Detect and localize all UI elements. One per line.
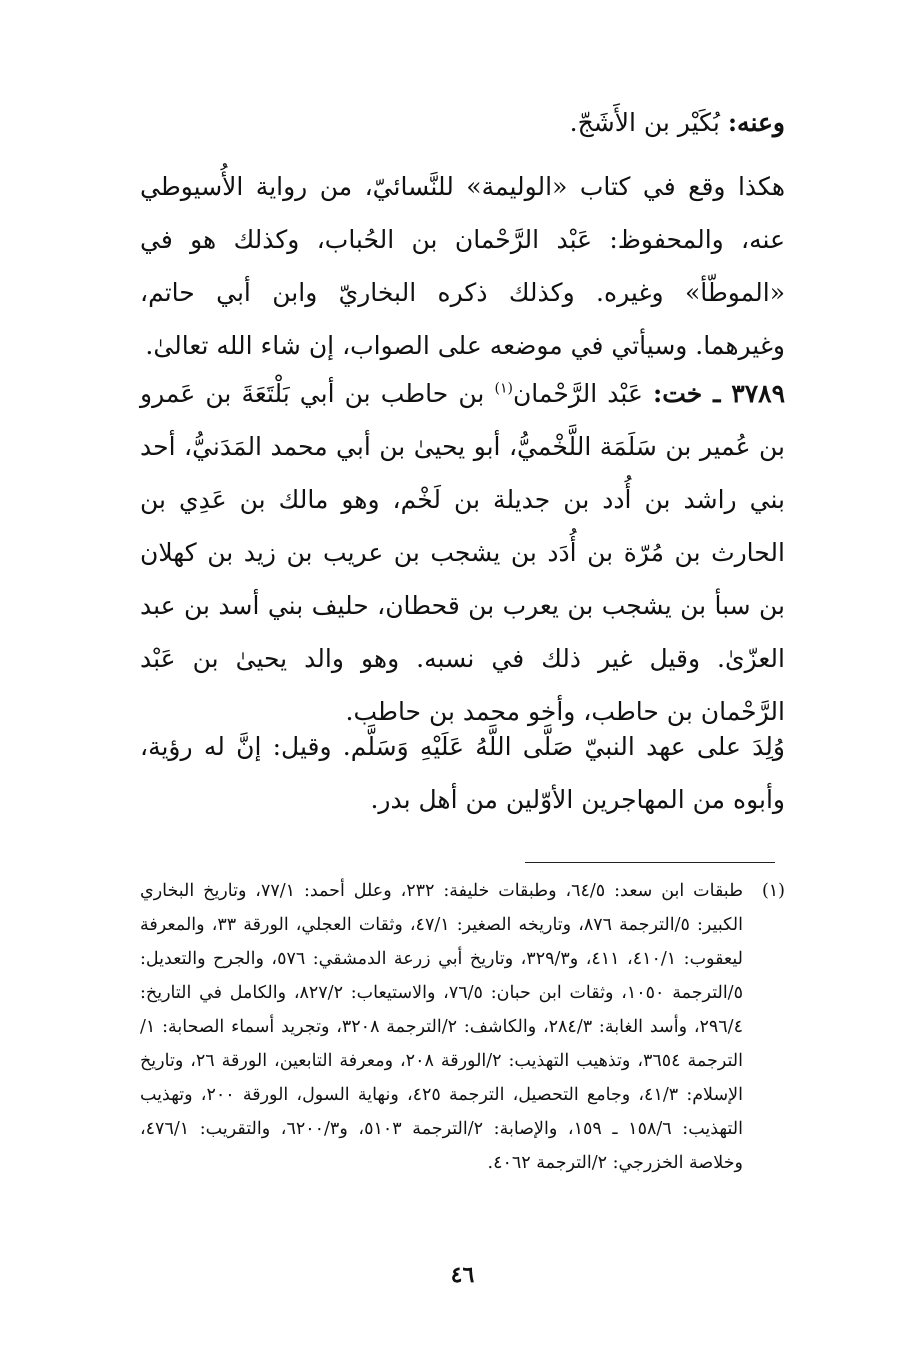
- page-body: [140, 0, 785, 1363]
- paragraph-birth-note: [140, 720, 785, 826]
- paragraph-biography-entry: [140, 367, 785, 738]
- paragraph-text: وُلِدَ على عهد النبيّ صَلَّى اللَّهُ عَلَيْهِ وَسَلَّم. وقيل: إنَّ له رؤية، وأبوه من المهاجرين الأوّلين من أهل بدر.: [140, 732, 785, 814]
- entry-number: ٣٧٨٩ ـ خت:: [652, 379, 785, 408]
- footnote: [140, 874, 785, 1180]
- paragraph-text: هكذا وقع في كتاب «الوليمة» للنَّسائيّ، من رواية الأُسيوطي عنه، والمحفوظ: عَبْد الرَّحْمان بن الحُباب، وكذلك هو في «الموطّأ» وغيره. وكذلك ذكره البخاريّ وابن أبي حاتم، وغيرهما. وسيأتي في موضعه على الصواب، إن شاء الله تعالىٰ.: [140, 172, 785, 360]
- page-number: ٤٦: [450, 1262, 475, 1288]
- footnote-divider: [525, 862, 775, 863]
- paragraph-narrator-note: [140, 96, 785, 149]
- footnote-marker: (١): [761, 881, 785, 901]
- paragraph-lead: وعنه:: [727, 108, 785, 137]
- footnote-text: طبقات ابن سعد: ٦٤/٥، وطبقات خليفة: ٢٣٢، وعلل أحمد: ٧٧/١، وتاريخ البخاري الكبير: ٥/الترجمة ٨٧٦، وتاريخه الصغير: ٤٧/١، وثقات العجلي، الورقة ٣٣، والمعرفة ليعقوب: ٤١٠/١، ٤١١، و٣٢٩/٣، وتاريخ أبي زرعة الدمشقي: ٥٧٦، والجرح والتعديل: ٥/الترجمة ١٠٥٠، وثقات ابن حبان: ٧٦/٥، والاستيعاب: ٨٢٧/٢، والكامل في التاريخ: ٢٩٦/٤، وأسد الغابة: ٢٨٤/٣، والكاشف: ٢/الترجمة ٣٢٠٨، وتجريد أسماء الصحابة: ١/الترجمة ٣٦٥٤، وتذهيب التهذيب: ٢/الورقة ٢٠٨، ومعرفة التابعين، الورقة ٢٦، وتاريخ الإسلام: ٤١/٣، وجامع التحصيل، الترجمة ٤٢٥، ونهاية السول، الورقة ٢٠٠، وتهذيب التهذيب: ١٥٨/٦ ـ ١٥٩، والإصابة: ٢/الترجمة ٥١٠٣، و٦٢٠٠/٣، والتقريب: ٤٧٦/١، وخلاصة الخزرجي: ٢/الترجمة ٤٠٦٢.: [140, 881, 744, 1173]
- footnote-reference: (١): [494, 380, 513, 397]
- paragraph-commentary: [140, 160, 785, 372]
- paragraph-text: بن حاطب بن أبي بَلْتَعَةَ بن عَمرو بن عُمير بن سَلَمَة اللَّخْميُّ، أبو يحيىٰ بن أبي محمد المَدَنيُّ، أحد بني راشد بن أُدد بن جديلة بن لَخْم، وهو مالك بن عَدِي بن الحارث بن مُرّة بن أُدَد بن يشجب بن عريب بن زيد بن كهلان بن سبأ بن يشجب بن يعرب بن قحطان، حليف بني أسد بن عبد العزّىٰ. وقيل غير ذلك في نسبه. وهو والد يحيىٰ بن عَبْد الرَّحْمان بن حاطب، وأخو محمد بن حاطب.: [140, 379, 785, 726]
- entry-name: عَبْد الرَّحْمان: [512, 379, 653, 408]
- paragraph-text: بُكَيْر بن الأَشَجّ.: [569, 108, 728, 137]
